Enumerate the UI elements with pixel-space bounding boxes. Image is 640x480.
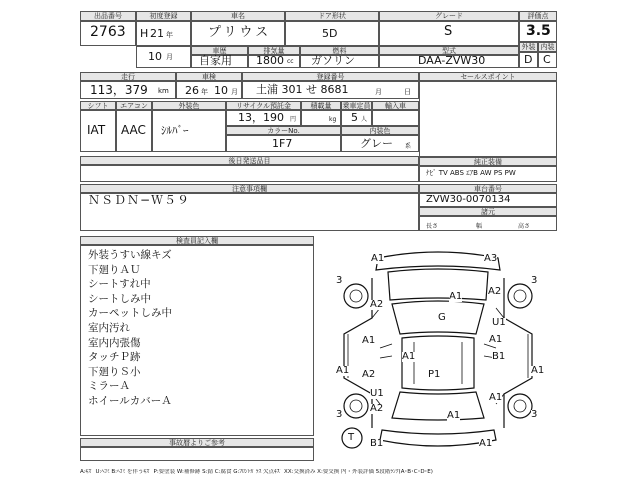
- month-cell: [136, 46, 191, 68]
- weight-label: 積載量: [301, 101, 341, 110]
- score-value: 3.5: [526, 23, 551, 39]
- weight-unit: kg: [329, 116, 337, 123]
- ext-label: 外装: [519, 42, 538, 52]
- import-label: 輸入車: [372, 101, 419, 110]
- color-label: カラーNo.: [226, 126, 341, 135]
- cc-unit: cc: [287, 58, 294, 65]
- mark-roof-left: A1: [402, 351, 416, 362]
- history-box: [80, 447, 314, 461]
- comment-line: シートすれ中: [88, 278, 151, 291]
- mileage-label: 走行: [80, 72, 176, 81]
- mark-hood: A1: [449, 291, 463, 302]
- inspection-comments-list: [88, 248, 172, 409]
- comment-line: 室内内張傷: [88, 336, 141, 349]
- int-label: 内装: [538, 42, 557, 52]
- mark-door-fl: A1: [362, 335, 376, 346]
- score-label: 評価点: [519, 11, 557, 21]
- post-docs-label: 後日発送品目: [80, 156, 419, 165]
- usage-label: 車歴: [191, 46, 248, 55]
- sales-point-box: [419, 81, 557, 157]
- cc-value: 1800: [256, 54, 284, 67]
- doors-label: ドア形状: [285, 11, 379, 21]
- mark-rear-left-bottom: A2: [370, 403, 384, 414]
- model-name: プリウス: [208, 25, 272, 40]
- mark-corner-tr: 3: [531, 275, 538, 286]
- lot-number: 2763: [90, 24, 126, 40]
- post-docs-box: [80, 165, 419, 182]
- fuel-label: 燃料: [300, 46, 379, 55]
- mark-corner-tl: 3: [336, 275, 343, 286]
- comment-line: ミラーＡ: [88, 380, 130, 393]
- type-label: 型式: [379, 46, 519, 55]
- dims-label: 諸元: [419, 207, 557, 216]
- interior-label: 内装色: [341, 126, 419, 135]
- cc-label: 排気量: [248, 46, 300, 55]
- recycle-value: 13，190: [238, 111, 284, 124]
- mark-rear-bumper-left: B1: [370, 438, 384, 449]
- vin-label: 車台番号: [419, 184, 557, 193]
- mark-front-left: A1: [371, 253, 385, 264]
- width-label: 幅: [476, 223, 483, 230]
- year-era: H: [140, 27, 149, 40]
- int-value: C: [543, 53, 551, 66]
- mark-rocker-left: A2: [362, 369, 376, 380]
- exterior-value: ｼﾙﾊﾞｰ: [161, 124, 189, 137]
- inspection-title: 検査員記入欄: [80, 236, 314, 245]
- height-label: 高さ: [518, 223, 531, 230]
- import-cell: [372, 110, 419, 126]
- comment-line: タッチＰ跡: [88, 351, 141, 364]
- comment-line: カーペットしみ中: [88, 307, 172, 320]
- mark-windshield: G: [438, 312, 446, 323]
- doors-value: 5D: [322, 27, 338, 40]
- car-diagram: [318, 238, 558, 462]
- comment-line: 外装うすい線キズ: [88, 249, 172, 261]
- inspection-month-unit: 月: [231, 88, 238, 96]
- year-month-unit: 月: [166, 53, 173, 61]
- mark-roof-center: P1: [428, 369, 441, 380]
- interior-unit: 系: [405, 143, 412, 150]
- capacity-label: 乗車定員: [342, 102, 371, 110]
- mark-fender-left: A2: [370, 299, 384, 310]
- exterior-label: 外装色: [152, 101, 226, 110]
- fuel-value: ガソリン: [311, 54, 355, 67]
- year-label: 初度登録: [136, 11, 191, 21]
- recycle-unit: 円: [290, 116, 297, 123]
- recycle-label: リサイクル預託金: [226, 101, 301, 110]
- mark-quarter-right: A1: [531, 365, 545, 376]
- mark-corner-br: 3: [531, 409, 538, 420]
- type-value: DAA-ZVW30: [418, 54, 486, 67]
- grade-value: S: [444, 24, 453, 39]
- interior-value: グレー: [360, 137, 393, 150]
- comment-line: ホイールカバーＡ: [88, 394, 172, 407]
- notes-label: 注意事項欄: [80, 184, 419, 193]
- registration-label: 登録番号: [242, 72, 419, 81]
- notes-value: ＮＳＤＮ−Ｗ５９: [88, 193, 191, 207]
- inspection-year-unit: 年: [201, 88, 208, 96]
- length-label: 長さ: [426, 223, 439, 230]
- ext-value: D: [524, 53, 533, 66]
- comment-line: 下廻りＳ小: [88, 365, 141, 378]
- ac-value: AAC: [121, 123, 146, 137]
- comment-line: 室内汚れ: [88, 321, 130, 334]
- year-month: 10: [148, 50, 162, 63]
- inspection-month: 10: [214, 84, 228, 97]
- mark-door-rr: B1: [492, 351, 506, 362]
- mark-front-right: A3: [484, 253, 498, 264]
- usage-value: 自家用: [199, 54, 232, 67]
- mark-rear-right: A1: [489, 392, 503, 403]
- comment-line: シートしみ中: [88, 292, 151, 305]
- capacity-unit: 人: [361, 116, 368, 123]
- legend-text: A:ｷｽﾞ U:ﾍｺﾐ B:ﾍｺﾐ を伴うｷｽﾞ P:要塗装 W:補修跡 S:錆 C:腐食 G:ﾌﾛﾝﾄｶﾞﾗｽ 欠点ｷｽﾞ XX:交換済み X:要交換 内・外装評価 5段階ﾗﾝｸ(A･B･C･D･E): [80, 469, 433, 475]
- mark-quarter-left: A1: [336, 365, 350, 376]
- mileage-unit: km: [158, 87, 169, 95]
- mark-rear-left-top: U1: [370, 388, 384, 399]
- mark-trunk: A1: [447, 410, 461, 421]
- mark-pillar-right: A1: [489, 334, 503, 345]
- comment-line: 下廻りＡＵ: [88, 263, 141, 276]
- model-label: 車名: [191, 11, 285, 21]
- shift-label: シフト: [80, 101, 116, 110]
- year-value: 21: [150, 27, 164, 40]
- lot-label: 出品番号: [80, 11, 136, 21]
- mileage-value: 113，379: [90, 83, 148, 97]
- vin-value: ZVW30-0070134: [426, 194, 511, 205]
- mark-door-fr: U1: [492, 317, 506, 328]
- registration-day-unit: 日: [404, 88, 411, 96]
- equipment-label: 純正装備: [419, 157, 557, 166]
- mark-corner-bl: 3: [336, 409, 343, 420]
- dims-cell: [419, 216, 557, 231]
- registration-month-unit: 月: [375, 88, 382, 96]
- history-label: 事故暦よりご参考: [80, 438, 314, 447]
- mark-rear-bumper-right: A1: [479, 438, 493, 449]
- year-unit: 年: [166, 31, 173, 39]
- inspection-year: 26: [185, 84, 199, 97]
- inspection-label: 車検: [176, 72, 242, 81]
- sales-point-label: セールスポイント: [419, 72, 557, 81]
- mark-fender-right: A2: [488, 286, 502, 297]
- registration-value: 土浦 301 せ 8681: [256, 83, 349, 96]
- ac-label: エアコン: [116, 101, 152, 110]
- equipment-value: ﾅﾋﾞ TV ABS ｴｱB AW PS PW: [426, 169, 516, 177]
- capacity-value: 5: [351, 111, 358, 124]
- grade-label: グレード: [379, 11, 519, 21]
- mark-spare: T: [348, 432, 355, 443]
- color-value: 1F7: [272, 137, 293, 150]
- shift-value: IAT: [87, 123, 106, 137]
